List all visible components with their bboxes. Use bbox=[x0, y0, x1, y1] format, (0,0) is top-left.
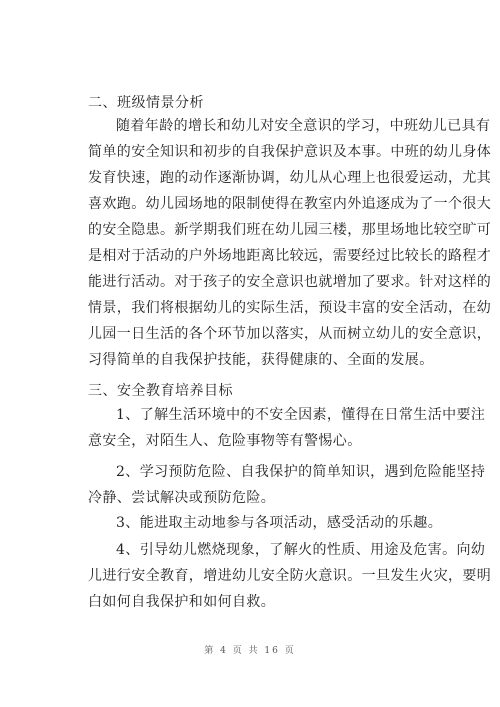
goal-item-3 bbox=[88, 510, 443, 536]
paragraph-line: 随着年龄的增长和幼儿对安全意识的学习，中班幼儿已具有 bbox=[116, 118, 491, 134]
goal-item-1 bbox=[88, 402, 486, 454]
paragraph-line: 习得简单的自我保护技能，获得健康的、全面的发展。 bbox=[88, 352, 434, 368]
paragraph-line: 喜欢跑。幼儿园场地的限制使得在教室内外追逐成为了一个很大 bbox=[88, 196, 492, 212]
goal-line: 白如何自我保护和如何自救。 bbox=[88, 594, 276, 610]
paragraph-line: 儿园一日生活的各个环节加以落实，从而树立幼儿的安全意识， bbox=[88, 326, 492, 342]
paragraph-line: 简单的安全知识和初步的自我保护意识及本事。中班的幼儿身体 bbox=[88, 144, 492, 160]
goal-item-4 bbox=[88, 537, 492, 615]
paragraph-line: 情景，我们将根据幼儿的实际生活，预设丰富的安全活动，在幼 bbox=[88, 300, 492, 316]
paragraph-line: 能进行活动。对于孩子的安全意识也就增加了要求。针对这样的 bbox=[88, 274, 492, 290]
goal-line: 2、学习预防危险、自我保护的简单知识，遇到危险能坚持 bbox=[116, 464, 486, 480]
paragraph-line: 是相对于活动的户外场地距离比较远，需要经过比较长的路程才 bbox=[88, 248, 492, 264]
paragraph-line: 的安全隐患。新学期我们班在幼儿园三楼，那里场地比较空旷可 bbox=[88, 222, 492, 238]
goal-line: 3、能进取主动地参与各项活动，感受活动的乐趣。 bbox=[116, 515, 443, 531]
goal-line: 意安全，对陌生人、危险事物等有警惕心。 bbox=[88, 433, 362, 449]
paragraph-line: 发育快速，跑的动作逐渐协调，幼儿从心理上也很爱运动，尤其 bbox=[88, 170, 492, 186]
situation-paragraph bbox=[88, 113, 492, 373]
goal-line: 冷静、尝试解决或预防危险。 bbox=[88, 490, 276, 506]
section-heading-goals: 三、安全教育培养目标 bbox=[88, 383, 233, 399]
goal-line: 1、了解生活环境中的不安全因素，懂得在日常生活中要注 bbox=[116, 407, 486, 423]
goal-item-2 bbox=[88, 459, 486, 511]
section-heading-situation: 二、班级情景分析 bbox=[88, 95, 204, 111]
page-number-footer: 第 4 页 共 16 页 bbox=[204, 646, 296, 656]
goal-line: 4、引导幼儿燃烧现象，了解火的性质、用途及危害。向幼 bbox=[116, 542, 486, 558]
goal-line: 儿进行安全教育，增进幼儿安全防火意识。一旦发生火灾，要明 bbox=[88, 568, 492, 584]
